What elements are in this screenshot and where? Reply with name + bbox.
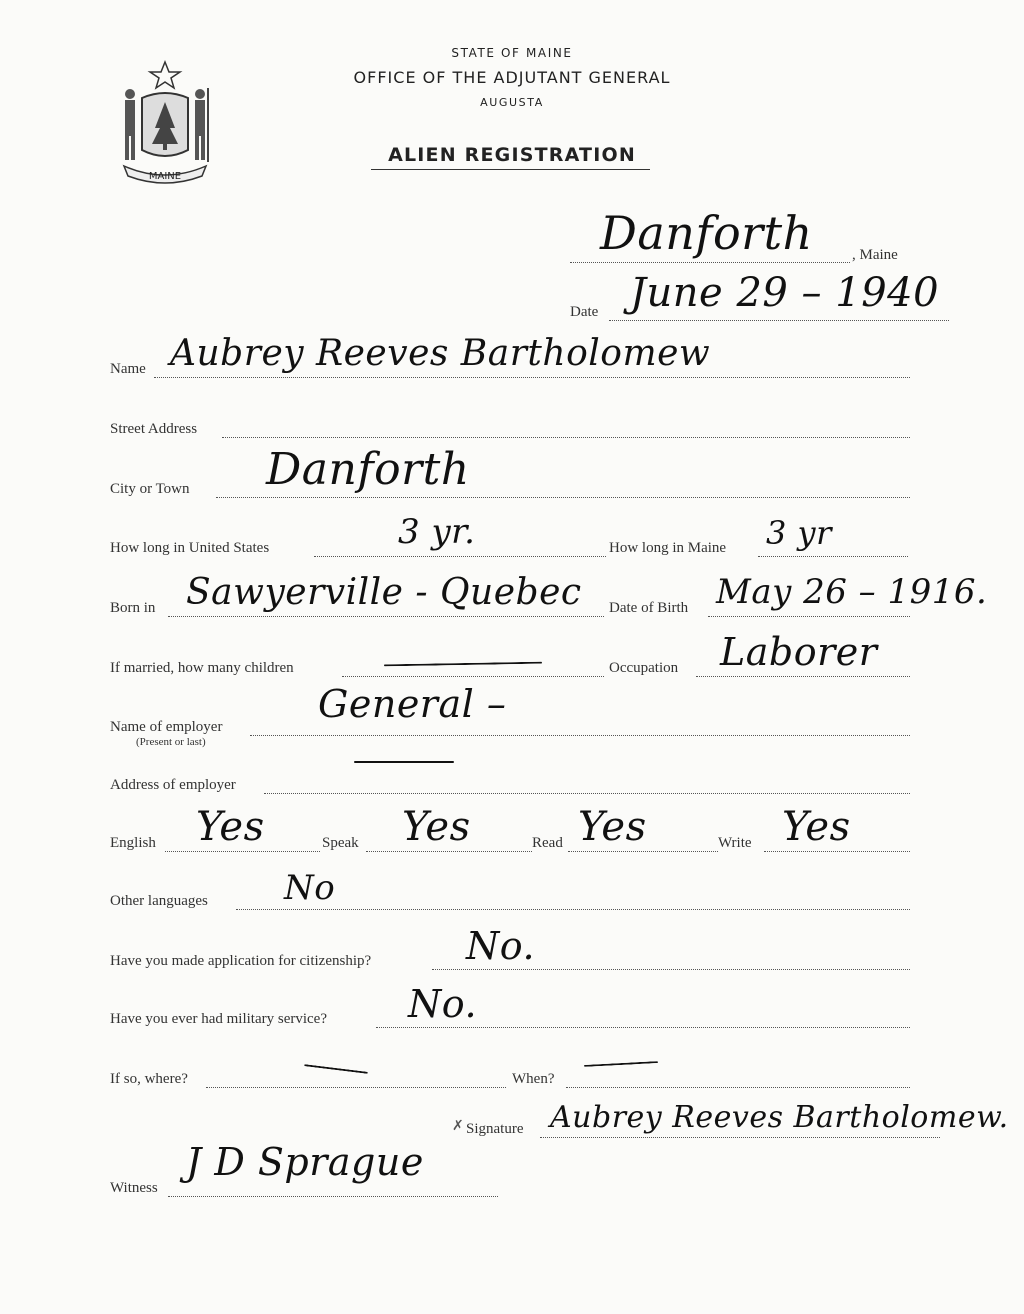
speak-line — [366, 851, 532, 852]
date-of-birth-value: May 26 – 1916. — [716, 572, 988, 612]
date-label: Date — [570, 304, 599, 320]
signature-label: Signature — [466, 1121, 524, 1137]
employer-value: General – — [318, 682, 507, 726]
speak-label: Speak — [322, 835, 359, 851]
how-long-maine-line — [758, 556, 908, 557]
title-underline — [371, 169, 650, 170]
english-label: English — [110, 835, 156, 851]
write-line — [764, 851, 910, 852]
english-line — [165, 851, 320, 852]
city-heading: AUGUSTA — [480, 96, 544, 109]
name-value: Aubrey Reeves Bartholomew — [170, 333, 711, 374]
office-heading: OFFICE OF THE ADJUTANT GENERAL — [353, 68, 671, 87]
when-line — [566, 1087, 910, 1088]
city-or-town-label: City or Town — [110, 481, 190, 497]
write-label: Write — [718, 835, 752, 851]
occupation-label: Occupation — [609, 660, 679, 676]
born-in-value: Sawyerville - Quebec — [186, 572, 582, 613]
how-long-maine-value: 3 yr — [766, 514, 832, 552]
state-heading: STATE OF MAINE — [451, 46, 573, 60]
when-label: When? — [512, 1071, 555, 1087]
witness-value: J D Sprague — [186, 1140, 424, 1184]
speak-value: Yes — [402, 804, 471, 850]
street-address-label: Street Address — [110, 421, 198, 437]
if-so-where-dash — [304, 1064, 368, 1074]
city-or-town-value: Danforth — [266, 444, 470, 495]
employer-address-line — [264, 793, 910, 794]
date-of-birth-label: Date of Birth — [609, 600, 689, 616]
english-value: Yes — [196, 804, 265, 850]
how-long-us-value: 3 yr. — [398, 512, 476, 552]
date-value: June 29 – 1940 — [630, 270, 940, 316]
other-languages-label: Other languages — [110, 893, 208, 909]
date-of-birth-line — [708, 616, 910, 617]
employer-address-label: Address of employer — [110, 777, 236, 793]
name-label: Name — [110, 361, 146, 377]
seal-lettering: MAINE — [148, 171, 182, 182]
how-long-us-label: How long in United States — [110, 540, 270, 556]
military-value: No. — [408, 982, 478, 1026]
witness-line — [168, 1196, 498, 1197]
citizenship-value: No. — [466, 924, 536, 968]
form-title: ALIEN REGISTRATION — [388, 144, 636, 166]
children-dash — [384, 662, 542, 667]
read-label: Read — [532, 835, 563, 851]
occupation-line — [696, 676, 910, 677]
citizenship-label: Have you made application for citizenship? — [110, 953, 372, 969]
military-line — [376, 1027, 910, 1028]
name-line — [154, 377, 910, 378]
employer-dash — [354, 761, 454, 763]
other-languages-line — [236, 909, 910, 910]
employer-line — [250, 735, 910, 736]
occupation-value: Laborer — [720, 630, 878, 674]
witness-label: Witness — [110, 1180, 158, 1196]
employer-sublabel: (Present or last) — [136, 736, 206, 748]
children-label: If married, how many children — [110, 660, 294, 676]
how-long-maine-label: How long in Maine — [609, 540, 727, 556]
born-in-label: Born in — [110, 600, 156, 616]
town-label: , Maine — [852, 247, 898, 263]
citizenship-line — [432, 969, 910, 970]
signature-line — [540, 1137, 940, 1138]
write-value: Yes — [782, 804, 851, 850]
how-long-us-line — [314, 556, 606, 557]
born-in-line — [168, 616, 604, 617]
if-so-where-line — [206, 1087, 506, 1088]
street-address-line — [222, 437, 910, 438]
town-value: Danforth — [600, 206, 813, 260]
signature-value: Aubrey Reeves Bartholomew. — [550, 1100, 1009, 1135]
employer-label: Name of employer — [110, 719, 223, 735]
town-line — [570, 262, 850, 263]
children-line — [342, 676, 604, 677]
date-line — [609, 320, 949, 321]
read-value: Yes — [578, 804, 647, 850]
if-so-where-label: If so, where? — [110, 1071, 188, 1087]
read-line — [568, 851, 718, 852]
signature-x-mark-icon: ✗ — [452, 1119, 464, 1134]
other-languages-value: No — [284, 868, 336, 908]
city-or-town-line — [216, 497, 910, 498]
military-label: Have you ever had military service? — [110, 1011, 327, 1027]
when-dash — [584, 1061, 658, 1067]
